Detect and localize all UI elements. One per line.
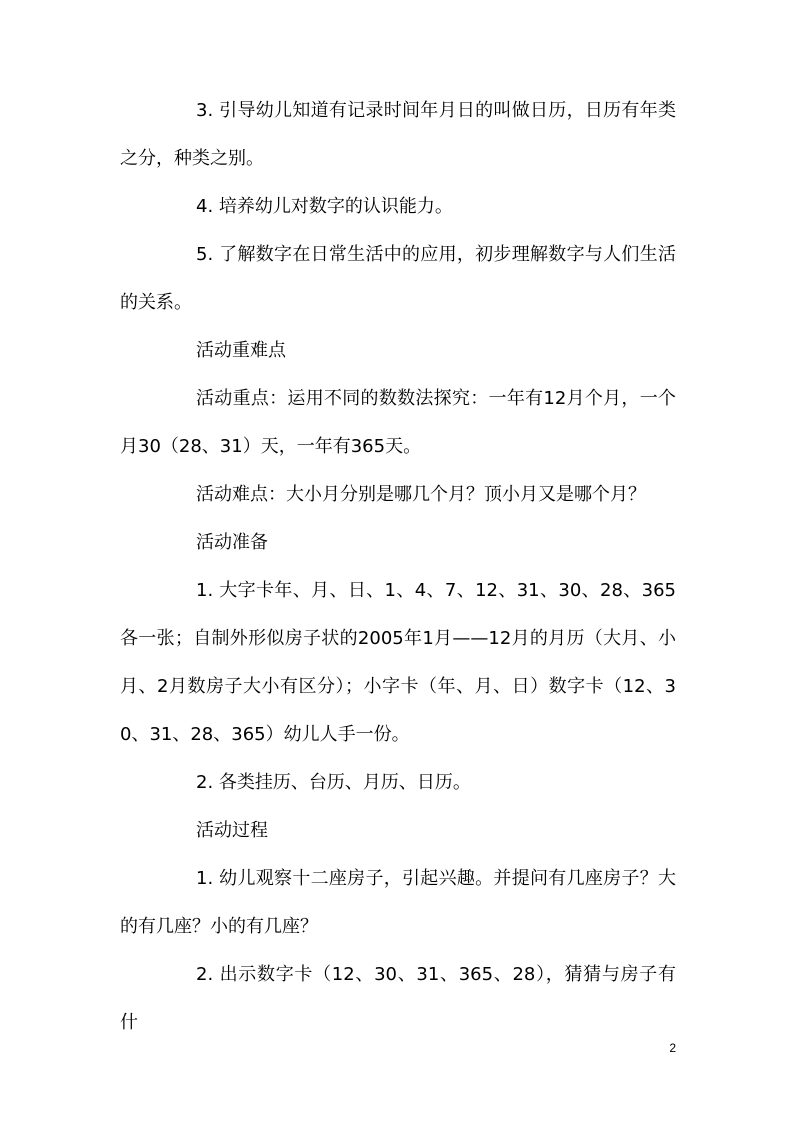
page-number: 2 bbox=[669, 1041, 676, 1055]
paragraph-goal-4: 4. 培养幼儿对数字的认识能力。 bbox=[196, 196, 453, 217]
paragraph-key-point: 活动重点：运用不同的数数法探究：一年有12月个月，一个月30（28、31）天，一年有365天。 bbox=[120, 388, 676, 457]
section-heading-process: 活动过程 bbox=[196, 820, 268, 841]
paragraph-preparation-1: 1. 大字卡年、月、日、1、4、7、12、31、30、28、365各一张；自制外形似房子状的2005年1月——12月的月历（大月、小月、2月数房子大小有区分）；小字卡（年、月、日）数字卡（12、30、31、28、365）幼儿人手一份。 bbox=[120, 580, 676, 745]
paragraph-preparation-2: 2. 各类挂历、台历、月历、日历。 bbox=[196, 772, 471, 793]
paragraph-process-2: 2. 出示数字卡（12、30、31、365、28），猜猜与房子有什 bbox=[120, 964, 676, 1033]
section-heading-key-difficult-points: 活动重难点 bbox=[196, 340, 286, 361]
document-body bbox=[120, 87, 676, 1047]
paragraph-goal-5: 5. 了解数字在日常生活中的应用，初步理解数字与人们生活的关系。 bbox=[120, 244, 676, 313]
paragraph-difficult-point: 活动难点：大小月分别是哪几个月？顶小月又是哪个月？ bbox=[196, 484, 646, 505]
paragraph-process-1: 1. 幼儿观察十二座房子，引起兴趣。并提问有几座房子？大的有几座？小的有几座？ bbox=[120, 868, 676, 937]
paragraph-goal-3: 3. 引导幼儿知道有记录时间年月日的叫做日历，日历有年类之分，种类之别。 bbox=[120, 100, 676, 169]
section-heading-preparation: 活动准备 bbox=[196, 532, 268, 553]
